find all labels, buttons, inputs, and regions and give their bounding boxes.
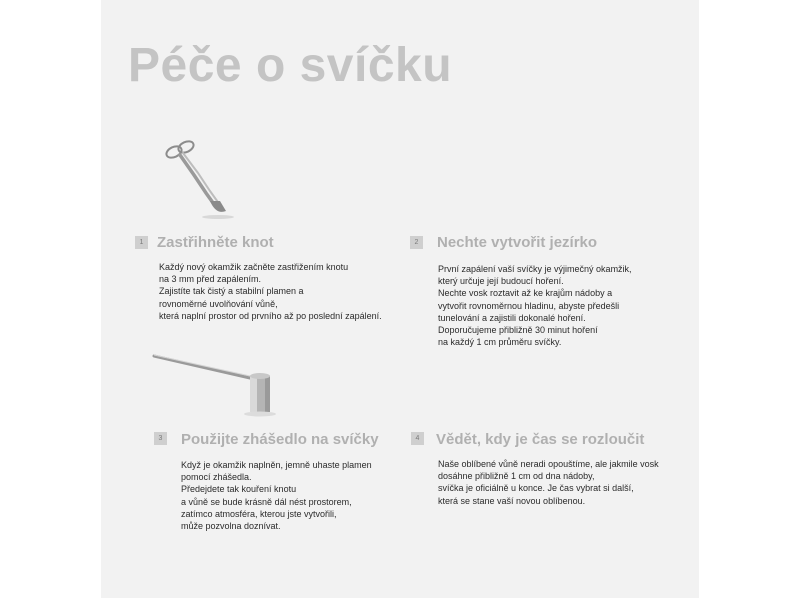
text-line: který určuje její budoucí hoření. [438,276,564,287]
text-line: zatímco atmosféra, kterou jste vytvořili, [181,508,337,519]
text-line: Každý nový okamžik začněte zastřižením knotu [159,262,349,272]
step-number: 4 [411,432,424,445]
text-line: pomocí zhášedla. [181,472,252,483]
text-line: dosáhne přibližně 1 cm od dna nádoby, [438,471,595,482]
section-text [159,261,382,322]
step-number: 1 [135,236,148,249]
text-line: Zajistíte tak čistý a stabilní plamen a [159,286,304,297]
text-line: Předejdete tak kouření knotu [181,484,297,495]
text-line: Když je okamžik naplněn, jemně uhaste plamen [181,460,372,470]
text-line: tunelování a zajistili dokonalé hoření. [438,312,586,323]
text-line: Nechte vosk roztavit až ke krajům nádoby a [438,288,613,299]
section-heading: Nechte vytvořit jezírko [437,234,598,251]
text-line: rovnoměrné uvolňování vůně, [159,298,278,309]
section-heading: Použijte zhášedlo na svíčky [181,431,379,448]
section-heading: Vědět, kdy je čas se rozloučit [436,431,645,448]
section-text [438,263,632,348]
text-line: která se stane vaší novou oblíbenou. [438,495,586,506]
text-line: může pozvolna doznívat. [181,520,281,531]
section-heading: Zastřihněte knot [157,234,274,251]
page-title: Péče o svíčku [128,39,453,92]
text-line: která naplní prostor od prvního až po poslední zapálení. [159,310,382,321]
step-number: 3 [154,432,167,445]
candle-snuffer-icon [150,350,280,420]
section-text [181,459,372,532]
text-line: a vůně se bude krásně dál nést prostorem, [181,496,352,507]
step-number: 2 [410,236,423,249]
text-line: Naše oblíbené vůně neradi opouštíme, ale jakmile vosk [438,459,659,469]
text-line: První zapálení vaší svíčky je výjimečný okamžik, [438,264,632,274]
text-line: svíčka je oficiálně u konce. Je čas vybrat si další, [438,483,634,494]
text-line: na 3 mm před zapálením. [159,274,262,285]
text-line: vytvořit rovnoměrnou hladinu, abyste předešli [438,300,620,311]
text-line: Doporučujeme přibližně 30 minut hoření [438,324,598,335]
text-line: na každý 1 cm průměru svíčky. [438,337,562,348]
wick-trimmer-icon [150,135,240,220]
section-text [438,458,659,507]
